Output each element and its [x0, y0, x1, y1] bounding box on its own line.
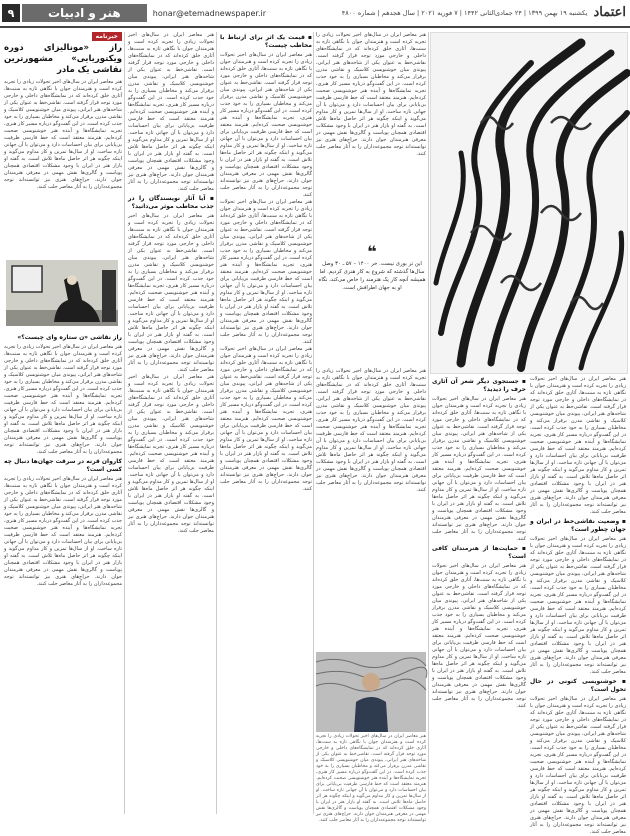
right-heading-3: ▪ خوشنویسی کنونی در حال تحول است؟	[530, 678, 626, 693]
right-heading-4: ▪ حمایت‌ها از هنرمندان کافی است؟	[432, 545, 526, 560]
article-text: هنر معاصر ایران در سال‌های اخیر تحولات زیادی را تجربه کرده است و هنرمندان جوان با نگاهی تازه به سنت‌ها، آثاری خلق کرده‌اند که در نمایشگاه‌های داخلی و خارجی مورد توجه قرار گرفته است. نقاشی‌خط به عنوان یکی از شاخه‌های هنر ایرانی، پیوندی میان خوشنویسی کلاسیک و نقاشی مدرن برقرار می‌کند و مخاطبان بسیاری را به خود جذب کرده است. در این گفت‌وگو درباره مسیر کار هنری، تجربه نمایشگاه‌ها و آینده هنر خوشنویسی صحبت کرده‌ایم. هنرمند معتقد است که خط فارسی ظرفیت بی‌پایانی برای بیان احساسات دارد و می‌توان با آن جهانی تازه ساخت. او از سال‌ها تمرین و کار مداوم می‌گوید و اینکه چگونه هر اثر حاصل ماه‌ها تلاش است. به گفته او بازار هنر در ایران با وجود مشکلات اقتصادی همچنان پویاست و گالری‌ها نقش مهمی در معرفی هنرمندان جوان دارند. حراج‌های هنری نیز توانسته‌اند توجه مجموعه‌داران را به آثار معاصر جلب کنند.	[128, 213, 214, 373]
calligraphy-painting-image	[431, 33, 627, 373]
article-text: هنر معاصر ایران در سال‌های اخیر تحولات زیادی را تجربه کرده است و هنرمندان جوان با نگاهی تازه به سنت‌ها، آثاری خلق کرده‌اند که در نمایشگاه‌های داخلی و خارجی مورد توجه قرار گرفته است. نقاشی‌خط به عنوان یکی از شاخه‌های هنر ایرانی، پیوندی میان خوشنویسی کلاسیک و نقاشی مدرن برقرار می‌کند و مخاطبان بسیاری را به خود جذب کرده است. در این گفت‌وگو درباره مسیر کار هنری، تجربه نمایشگاه‌ها و آینده هنر خوشنویسی صحبت کرده‌ایم. هنرمند معتقد است که خط فارسی ظرفیت بی‌پایانی برای بیان احساسات دارد و می‌توان با آن جهانی تازه ساخت. او از سال‌ها تمرین و کار مداوم می‌گوید و اینکه چگونه هر اثر حاصل ماه‌ها تلاش است. به گفته او بازار هنر در ایران با وجود مشکلات اقتصادی همچنان پویاست و گالری‌ها نقش مهمی در معرفی هنرمندان جوان دارند. حراج‌های هنری نیز توانسته‌اند توجه مجموعه‌داران را به آثار معاصر جلب کنند.	[530, 376, 626, 515]
article-text: هنر معاصر ایران در سال‌های اخیر تحولات زیادی را تجربه کرده است و هنرمندان جوان با نگاهی تازه به سنت‌ها، آثاری خلق کرده‌اند که در نمایشگاه‌های داخلی و خارجی مورد توجه قرار گرفته است. نقاشی‌خط به عنوان یکی از شاخه‌های هنر ایرانی، پیوندی میان خوشنویسی کلاسیک و نقاشی مدرن برقرار می‌کند و مخاطبان بسیاری را به خود جذب کرده است. در این گفت‌وگو درباره مسیر کار هنری، تجربه نمایشگاه‌ها و آینده هنر خوشنویسی صحبت کرده‌ایم. هنرمند معتقد است که خط فارسی ظرفیت بی‌پایانی برای بیان احساسات دارد و می‌توان با آن جهانی تازه ساخت. او از سال‌ها تمرین و کار مداوم می‌گوید و اینکه چگونه هر اثر حاصل ماه‌ها تلاش است. به گفته او بازار هنر در ایران با وجود مشکلات اقتصادی همچنان پویاست و گالری‌ها نقش مهمی در معرفی هنرمندان جوان دارند. حراج‌های هنری نیز توانسته‌اند توجه مجموعه‌داران را به آثار معاصر جلب کنند.	[4, 344, 122, 455]
column-divider	[313, 32, 314, 814]
column-divider	[124, 32, 125, 814]
article-text: هنر معاصر ایران در سال‌های اخیر تحولات زیادی را تجربه کرده است و هنرمندان جوان با نگاهی تازه به سنت‌ها، آثاری خلق کرده‌اند که در نمایشگاه‌های داخلی و خارجی مورد توجه قرار گرفته است. نقاشی‌خط به عنوان یکی از شاخه‌های هنر ایرانی، پیوندی میان خوشنویسی کلاسیک و نقاشی مدرن برقرار می‌کند و مخاطبان بسیاری را به خود جذب کرده است. در این گفت‌وگو درباره مسیر کار هنری، تجربه نمایشگاه‌ها و آینده هنر خوشنویسی صحبت کرده‌ایم. هنرمند معتقد است که خط فارسی ظرفیت بی‌پایانی برای بیان احساسات دارد و می‌توان با آن جهانی تازه ساخت. او از سال‌ها تمرین و کار مداوم می‌گوید و اینکه چگونه هر اثر حاصل ماه‌ها تلاش است. به گفته او بازار هنر در ایران با وجود مشکلات اقتصادی همچنان پویاست و گالری‌ها نقش مهمی در معرفی هنرمندان جوان دارند. حراج‌های هنری نیز توانسته‌اند توجه مجموعه‌داران را به آثار معاصر جلب کنند.	[220, 199, 312, 345]
quote-mark-icon: ❝	[367, 242, 377, 261]
pull-quote	[318, 244, 426, 364]
section-title: هنر و ادبیات	[22, 4, 147, 22]
news-tag: خبرنامه	[92, 32, 122, 41]
newspaper-logo: اعتماد	[593, 5, 626, 20]
header-rule	[0, 26, 630, 28]
header-left	[0, 3, 300, 23]
article-text: هنر معاصر ایران در سال‌های اخیر تحولات زیادی را تجربه کرده است و هنرمندان جوان با نگاهی تازه به سنت‌ها، آثاری خلق کرده‌اند که در نمایشگاه‌های داخلی و خارجی مورد توجه قرار گرفته است. نقاشی‌خط به عنوان یکی از شاخه‌های هنر ایرانی، پیوندی میان خوشنویسی کلاسیک و نقاشی مدرن برقرار می‌کند و مخاطبان بسیاری را به خود جذب کرده است. در این گفت‌وگو درباره مسیر کار هنری، تجربه نمایشگاه‌ها و آینده هنر خوشنویسی صحبت کرده‌ایم. هنرمند معتقد است که خط فارسی ظرفیت بی‌پایانی برای بیان احساسات دارد و می‌توان با آن جهانی تازه ساخت. او از سال‌ها تمرین و کار مداوم می‌گوید و اینکه چگونه هر اثر حاصل ماه‌ها تلاش است. به گفته او بازار هنر در ایران با وجود مشکلات اقتصادی همچنان پویاست و گالری‌ها نقش مهمی در معرفی هنرمندان جوان دارند. حراج‌های هنری نیز توانسته‌اند توجه مجموعه‌داران را به آثار معاصر جلب کنند.	[432, 396, 526, 542]
artist-photo	[316, 652, 426, 732]
article-text: هنر معاصر ایران در سال‌های اخیر تحولات زیادی را تجربه کرده است و هنرمندان جوان با نگاهی تازه به سنت‌ها، آثاری خلق کرده‌اند که در نمایشگاه‌های داخلی و خارجی مورد توجه قرار گرفته است. نقاشی‌خط به عنوان یکی از شاخه‌های هنر ایرانی، پیوندی میان خوشنویسی کلاسیک و نقاشی مدرن برقرار می‌کند و مخاطبان بسیاری را به خود جذب کرده است. در این گفت‌وگو درباره مسیر کار هنری، تجربه نمایشگاه‌ها و آینده هنر خوشنویسی صحبت کرده‌ایم. هنرمند معتقد است که خط فارسی ظرفیت بی‌پایانی برای بیان احساسات دارد و می‌توان با آن جهانی تازه ساخت. او از سال‌ها تمرین و کار مداوم می‌گوید و اینکه چگونه هر اثر حاصل ماه‌ها تلاش است. به گفته او بازار هنر در ایران با وجود مشکلات اقتصادی همچنان پویاست و گالری‌ها نقش مهمی در معرفی هنرمندان جوان دارند. حراج‌های هنری نیز توانسته‌اند توجه مجموعه‌داران را به آثار معاصر جلب کنند.	[530, 696, 626, 835]
article-text: هنر معاصر ایران در سال‌های اخیر تحولات زیادی را تجربه کرده است و هنرمندان جوان با نگاهی تازه به سنت‌ها، آثاری خلق کرده‌اند که در نمایشگاه‌های داخلی و خارجی مورد توجه قرار گرفته است. نقاشی‌خط به عنوان یکی از شاخه‌های هنر ایرانی، پیوندی میان خوشنویسی کلاسیک و نقاشی مدرن برقرار می‌کند و مخاطبان بسیاری را به خود جذب کرده است. در این گفت‌وگو درباره مسیر کار هنری، تجربه نمایشگاه‌ها و آینده هنر خوشنویسی صحبت کرده‌ایم. هنرمند معتقد است که خط فارسی ظرفیت بی‌پایانی برای بیان احساسات دارد و می‌توان با آن جهانی تازه ساخت. او از سال‌ها تمرین و کار مداوم می‌گوید و اینکه چگونه هر اثر حاصل ماه‌ها تلاش است. به گفته او بازار هنر در ایران با وجود مشکلات اقتصادی همچنان پویاست و گالری‌ها نقش مهمی در معرفی هنرمندان جوان دارند. حراج‌های هنری نیز توانسته‌اند توجه مجموعه‌داران را به آثار معاصر جلب کنند.	[220, 52, 312, 198]
section-email[interactable]: honar@etemadnewspaper.ir	[152, 8, 267, 18]
painting-photo	[6, 260, 118, 326]
right-heading-1: ▪ جستجوی دیگر شعر آن آثاری حرف را دیدید؟	[432, 378, 526, 393]
middle-column	[220, 32, 312, 814]
column-divider	[216, 32, 217, 814]
article-text: هنر معاصر ایران در سال‌های اخیر تحولات زیادی را تجربه کرده است و هنرمندان جوان با نگاهی تازه به سنت‌ها، آثاری خلق کرده‌اند که در نمایشگاه‌های داخلی و خارجی مورد توجه قرار گرفته است. نقاشی‌خط به عنوان یکی از شاخه‌های هنر ایرانی، پیوندی میان خوشنویسی کلاسیک و نقاشی مدرن برقرار می‌کند و مخاطبان بسیاری را به خود جذب کرده است. در این گفت‌وگو درباره مسیر کار هنری، تجربه نمایشگاه‌ها و آینده هنر خوشنویسی صحبت کرده‌ایم. هنرمند معتقد است که خط فارسی ظرفیت بی‌پایانی برای بیان احساسات دارد و می‌توان با آن جهانی تازه ساخت. او از سال‌ها تمرین و کار مداوم می‌گوید و اینکه چگونه هر اثر حاصل ماه‌ها تلاش است. به گفته او بازار هنر در ایران با وجود مشکلات اقتصادی همچنان پویاست و گالری‌ها نقش مهمی در معرفی هنرمندان جوان دارند. حراج‌های هنری نیز توانسته‌اند توجه مجموعه‌داران را به آثار معاصر جلب کنند.	[128, 374, 214, 534]
article-text: هنر معاصر ایران در سال‌های اخیر تحولات زیادی را تجربه کرده است و هنرمندان جوان با نگاهی تازه به سنت‌ها، آثاری خلق کرده‌اند که در نمایشگاه‌های داخلی و خارجی مورد توجه قرار گرفته است. نقاشی‌خط به عنوان یکی از شاخه‌های هنر ایرانی، پیوندی میان خوشنویسی کلاسیک و نقاشی مدرن برقرار می‌کند و مخاطبان بسیاری را به خود جذب کرده است. در این گفت‌وگو درباره مسیر کار هنری، تجربه نمایشگاه‌ها و آینده هنر خوشنویسی صحبت کرده‌ایم. هنرمند معتقد است که خط فارسی ظرفیت بی‌پایانی برای بیان احساسات دارد و می‌توان با آن جهانی تازه ساخت. او از سال‌ها تمرین و کار مداوم می‌گوید و اینکه چگونه هر اثر حاصل ماه‌ها تلاش است. به گفته او بازار هنر در ایران با وجود مشکلات اقتصادی همچنان پویاست و گالری‌ها نقش مهمی در معرفی هنرمندان جوان دارند. حراج‌های هنری نیز توانسته‌اند توجه مجموعه‌داران را به آثار معاصر جلب کنند.	[128, 32, 214, 192]
left-subhead: راز نقاشی «ن ستاره وای چیست؟»	[17, 334, 122, 341]
article-text: هنر معاصر ایران در سال‌های اخیر تحولات زیادی را تجربه کرده است و هنرمندان جوان با نگاهی تازه به سنت‌ها، آثاری خلق کرده‌اند که در نمایشگاه‌های داخلی و خارجی مورد توجه قرار گرفته است. نقاشی‌خط به عنوان یکی از شاخه‌های هنر ایرانی، پیوندی میان خوشنویسی کلاسیک و نقاشی مدرن برقرار می‌کند و مخاطبان بسیاری را به خود جذب کرده است. در این گفت‌وگو درباره مسیر کار هنری، تجربه نمایشگاه‌ها و آینده هنر خوشنویسی صحبت کرده‌ایم. هنرمند معتقد است که خط فارسی ظرفیت بی‌پایانی برای بیان احساسات دارد و می‌توان با آن جهانی تازه ساخت. او از سال‌ها تمرین و کار مداوم می‌گوید و اینکه چگونه هر اثر حاصل ماه‌ها تلاش است. به گفته او بازار هنر در ایران با وجود مشکلات اقتصادی همچنان پویاست و گالری‌ها نقش مهمی در معرفی هنرمندان جوان دارند. حراج‌های هنری نیز توانسته‌اند توجه مجموعه‌داران را به آثار معاصر جلب کنند.	[432, 563, 526, 709]
left-headline: راز «مونالیزای دوره ویکتوریایی» مشهورترین نقاشی یک مادر	[4, 43, 122, 75]
pull-quote-text: این تر بوری نیست. خر ۱۴۰۰ – ۵۷ ـ ۳۰ وصل سال‌ها گذشته که شروع به کار هنری کردیم. اما همیشه آنچه کار یک هنرمند را خاص می‌کند، نگاه او به جهان اطرافش است.	[318, 261, 426, 291]
article-text: هنر معاصر ایران در سال‌های اخیر تحولات زیادی را تجربه کرده است و هنرمندان جوان با نگاهی تازه به سنت‌ها، آثاری خلق کرده‌اند که در نمایشگاه‌های داخلی و خارجی مورد توجه قرار گرفته است. نقاشی‌خط به عنوان یکی از شاخه‌های هنر ایرانی، پیوندی میان خوشنویسی کلاسیک و نقاشی مدرن برقرار می‌کند و مخاطبان بسیاری را به خود جذب کرده است. در این گفت‌وگو درباره مسیر کار هنری، تجربه نمایشگاه‌ها و آینده هنر خوشنویسی صحبت کرده‌ایم. هنرمند معتقد است که خط فارسی ظرفیت بی‌پایانی برای بیان احساسات دارد و می‌توان با آن جهانی تازه ساخت. او از سال‌ها تمرین و کار مداوم می‌گوید و اینکه چگونه هر اثر حاصل ماه‌ها تلاش است. به گفته او بازار هنر در ایران با وجود مشکلات اقتصادی همچنان پویاست و گالری‌ها نقش مهمی در معرفی هنرمندان جوان دارند. حراج‌های هنری نیز توانسته‌اند توجه مجموعه‌داران را به آثار معاصر جلب کنند.	[316, 32, 426, 157]
artist-portrait	[316, 652, 426, 732]
article-text: هنر معاصر ایران در سال‌های اخیر تحولات زیادی را تجربه کرده است و هنرمندان جوان با نگاهی تازه به سنت‌ها، آثاری خلق کرده‌اند که در نمایشگاه‌های داخلی و خارجی مورد توجه قرار گرفته است. نقاشی‌خط به عنوان یکی از شاخه‌های هنر ایرانی، پیوندی میان خوشنویسی کلاسیک و نقاشی مدرن برقرار می‌کند و مخاطبان بسیاری را به خود جذب کرده است. در این گفت‌وگو درباره مسیر کار هنری، تجربه نمایشگاه‌ها و آینده هنر خوشنویسی صحبت کرده‌ایم. هنرمند معتقد است که خط فارسی ظرفیت بی‌پایانی برای بیان احساسات دارد و می‌توان با آن جهانی تازه ساخت. او از سال‌ها تمرین و کار مداوم می‌گوید و اینکه چگونه هر اثر حاصل ماه‌ها تلاش است. به گفته او بازار هنر در ایران با وجود مشکلات اقتصادی همچنان پویاست و گالری‌ها نقش مهمی در معرفی هنرمندان جوان دارند. حراج‌های هنری نیز توانسته‌اند توجه مجموعه‌داران را به آثار معاصر جلب کنند.	[316, 368, 426, 493]
calligraphy-artwork	[430, 32, 628, 374]
center-column-top	[316, 32, 426, 240]
article-text: هنر معاصر ایران در سال‌های اخیر تحولات زیادی را تجربه کرده است و هنرمندان جوان با نگاهی تازه به سنت‌ها، آثاری خلق کرده‌اند که در نمایشگاه‌های داخلی و خارجی مورد توجه قرار گرفته است. نقاشی‌خط به عنوان یکی از شاخه‌های هنر ایرانی، پیوندی میان خوشنویسی کلاسیک و نقاشی مدرن برقرار می‌کند و مخاطبان بسیاری را به خود جذب کرده است. در این گفت‌وگو درباره مسیر کار هنری، تجربه نمایشگاه‌ها و آینده هنر خوشنویسی صحبت کرده‌ایم. هنرمند معتقد است که خط فارسی ظرفیت بی‌پایانی برای بیان احساسات دارد و می‌توان با آن جهانی تازه ساخت. او از سال‌ها تمرین و کار مداوم می‌گوید و اینکه چگونه هر اثر حاصل ماه‌ها تلاش است. به گفته او بازار هنر در ایران با وجود مشکلات اقتصادی همچنان پویاست و گالری‌ها نقش مهمی در معرفی هنرمندان جوان دارند. حراج‌های هنری نیز توانسته‌اند توجه مجموعه‌داران را به آثار معاصر جلب کنند.	[4, 79, 122, 190]
middle-left-heading: ▪ آیا آثار نویسندگان را در جذب مخاطب موثر می‌دانید؟	[128, 195, 214, 210]
column-divider	[428, 32, 429, 814]
article-text: هنر معاصر ایران در سال‌های اخیر تحولات زیادی را تجربه کرده است و هنرمندان جوان با نگاهی تازه به سنت‌ها، آثاری خلق کرده‌اند که در نمایشگاه‌های داخلی و خارجی مورد توجه قرار گرفته است. نقاشی‌خط به عنوان یکی از شاخه‌های هنر ایرانی، پیوندی میان خوشنویسی کلاسیک و نقاشی مدرن برقرار می‌کند و مخاطبان بسیاری را به خود جذب کرده است. در این گفت‌وگو درباره مسیر کار هنری، تجربه نمایشگاه‌ها و آینده هنر خوشنویسی صحبت کرده‌ایم. هنرمند معتقد است که خط فارسی ظرفیت بی‌پایانی برای بیان احساسات دارد و می‌توان با آن جهانی تازه ساخت. او از سال‌ها تمرین و کار مداوم می‌گوید و اینکه چگونه هر اثر حاصل ماه‌ها تلاش است. به گفته او بازار هنر در ایران با وجود مشکلات اقتصادی همچنان پویاست و گالری‌ها نقش مهمی در معرفی هنرمندان جوان دارند. حراج‌های هنری نیز توانسته‌اند توجه مجموعه‌داران را به آثار معاصر جلب کنند.	[530, 536, 626, 675]
page-header	[0, 0, 630, 26]
center-column-mid	[316, 368, 426, 648]
middle-heading: ▪ قیمت یک اثر برای ارتباط با مخاطب چیست؟	[220, 34, 312, 49]
photo-caption: هنر معاصر ایران در سال‌های اخیر تحولات زیادی را تجربه کرده است و هنرمندان جوان با نگاهی تازه به سنت‌ها، آثاری خلق کرده‌اند که در نمایشگاه‌های داخلی و خارجی مورد توجه قرار گرفته است. نقاشی‌خط به عنوان یکی از شاخه‌های هنر ایرانی، پیوندی میان خوشنویسی کلاسیک و نقاشی مدرن برقرار می‌کند و مخاطبان بسیاری را به خود جذب کرده است. در این گفت‌وگو درباره مسیر کار هنری، تجربه نمایشگاه‌ها و آینده هنر خوشنویسی صحبت کرده‌ایم. هنرمند معتقد است که خط فارسی ظرفیت بی‌پایانی برای بیان احساسات دارد و می‌توان با آن جهانی تازه ساخت. او از سال‌ها تمرین و کار مداوم می‌گوید و اینکه چگونه هر اثر حاصل ماه‌ها تلاش است. به گفته او بازار هنر در ایران با وجود مشکلات اقتصادی همچنان پویاست و گالری‌ها نقش مهمی در معرفی هنرمندان جوان دارند. حراج‌های هنری نیز توانسته‌اند توجه مجموعه‌داران را به آثار معاصر جلب کنند.	[316, 734, 426, 823]
left-subhead-2: کاروان قرنه در سرقت جهان‌ها دنبال چه کسی است؟	[4, 458, 122, 473]
issue-line: یکشنبه ۱۹ بهمن ۱۳۹۹ | ۲۴ جمادی‌الثانی ۱۴۴۲ | ۷ فوریه ۲۰۲۱ | سال هجدهم | شماره ۴۸۰۰	[341, 8, 588, 17]
left-column-bottom	[4, 332, 122, 816]
article-text: هنر معاصر ایران در سال‌های اخیر تحولات زیادی را تجربه کرده است و هنرمندان جوان با نگاهی تازه به سنت‌ها، آثاری خلق کرده‌اند که در نمایشگاه‌های داخلی و خارجی مورد توجه قرار گرفته است. نقاشی‌خط به عنوان یکی از شاخه‌های هنر ایرانی، پیوندی میان خوشنویسی کلاسیک و نقاشی مدرن برقرار می‌کند و مخاطبان بسیاری را به خود جذب کرده است. در این گفت‌وگو درباره مسیر کار هنری، تجربه نمایشگاه‌ها و آینده هنر خوشنویسی صحبت کرده‌ایم. هنرمند معتقد است که خط فارسی ظرفیت بی‌پایانی برای بیان احساسات دارد و می‌توان با آن جهانی تازه ساخت. او از سال‌ها تمرین و کار مداوم می‌گوید و اینکه چگونه هر اثر حاصل ماه‌ها تلاش است. به گفته او بازار هنر در ایران با وجود مشکلات اقتصادی همچنان پویاست و گالری‌ها نقش مهمی در معرفی هنرمندان جوان دارند. حراج‌های هنری نیز توانسته‌اند توجه مجموعه‌داران را به آثار معاصر جلب کنند.	[220, 346, 312, 492]
article-text: هنر معاصر ایران در سال‌های اخیر تحولات زیادی را تجربه کرده است و هنرمندان جوان با نگاهی تازه به سنت‌ها، آثاری خلق کرده‌اند که در نمایشگاه‌های داخلی و خارجی مورد توجه قرار گرفته است. نقاشی‌خط به عنوان یکی از شاخه‌های هنر ایرانی، پیوندی میان خوشنویسی کلاسیک و نقاشی مدرن برقرار می‌کند و مخاطبان بسیاری را به خود جذب کرده است. در این گفت‌وگو درباره مسیر کار هنری، تجربه نمایشگاه‌ها و آینده هنر خوشنویسی صحبت کرده‌ایم. هنرمند معتقد است که خط فارسی ظرفیت بی‌پایانی برای بیان احساسات دارد و می‌توان با آن جهانی تازه ساخت. او از سال‌ها تمرین و کار مداوم می‌گوید و اینکه چگونه هر اثر حاصل ماه‌ها تلاش است. به گفته او بازار هنر در ایران با وجود مشکلات اقتصادی همچنان پویاست و گالری‌ها نقش مهمی در معرفی هنرمندان جوان دارند. حراج‌های هنری نیز توانسته‌اند توجه مجموعه‌داران را به آثار معاصر جلب کنند.	[4, 476, 122, 587]
header-right	[342, 5, 626, 20]
middle-left-column	[128, 32, 214, 814]
left-column-top	[4, 32, 122, 258]
right-column-inner	[432, 376, 526, 814]
right-heading-2: ▪ وضعیت نقاشی‌خط در ایران و جهان چطور است؟	[530, 518, 626, 533]
page-number: ۹	[2, 4, 20, 22]
whistler-mother-painting	[6, 260, 118, 326]
right-column-outer	[530, 376, 626, 835]
